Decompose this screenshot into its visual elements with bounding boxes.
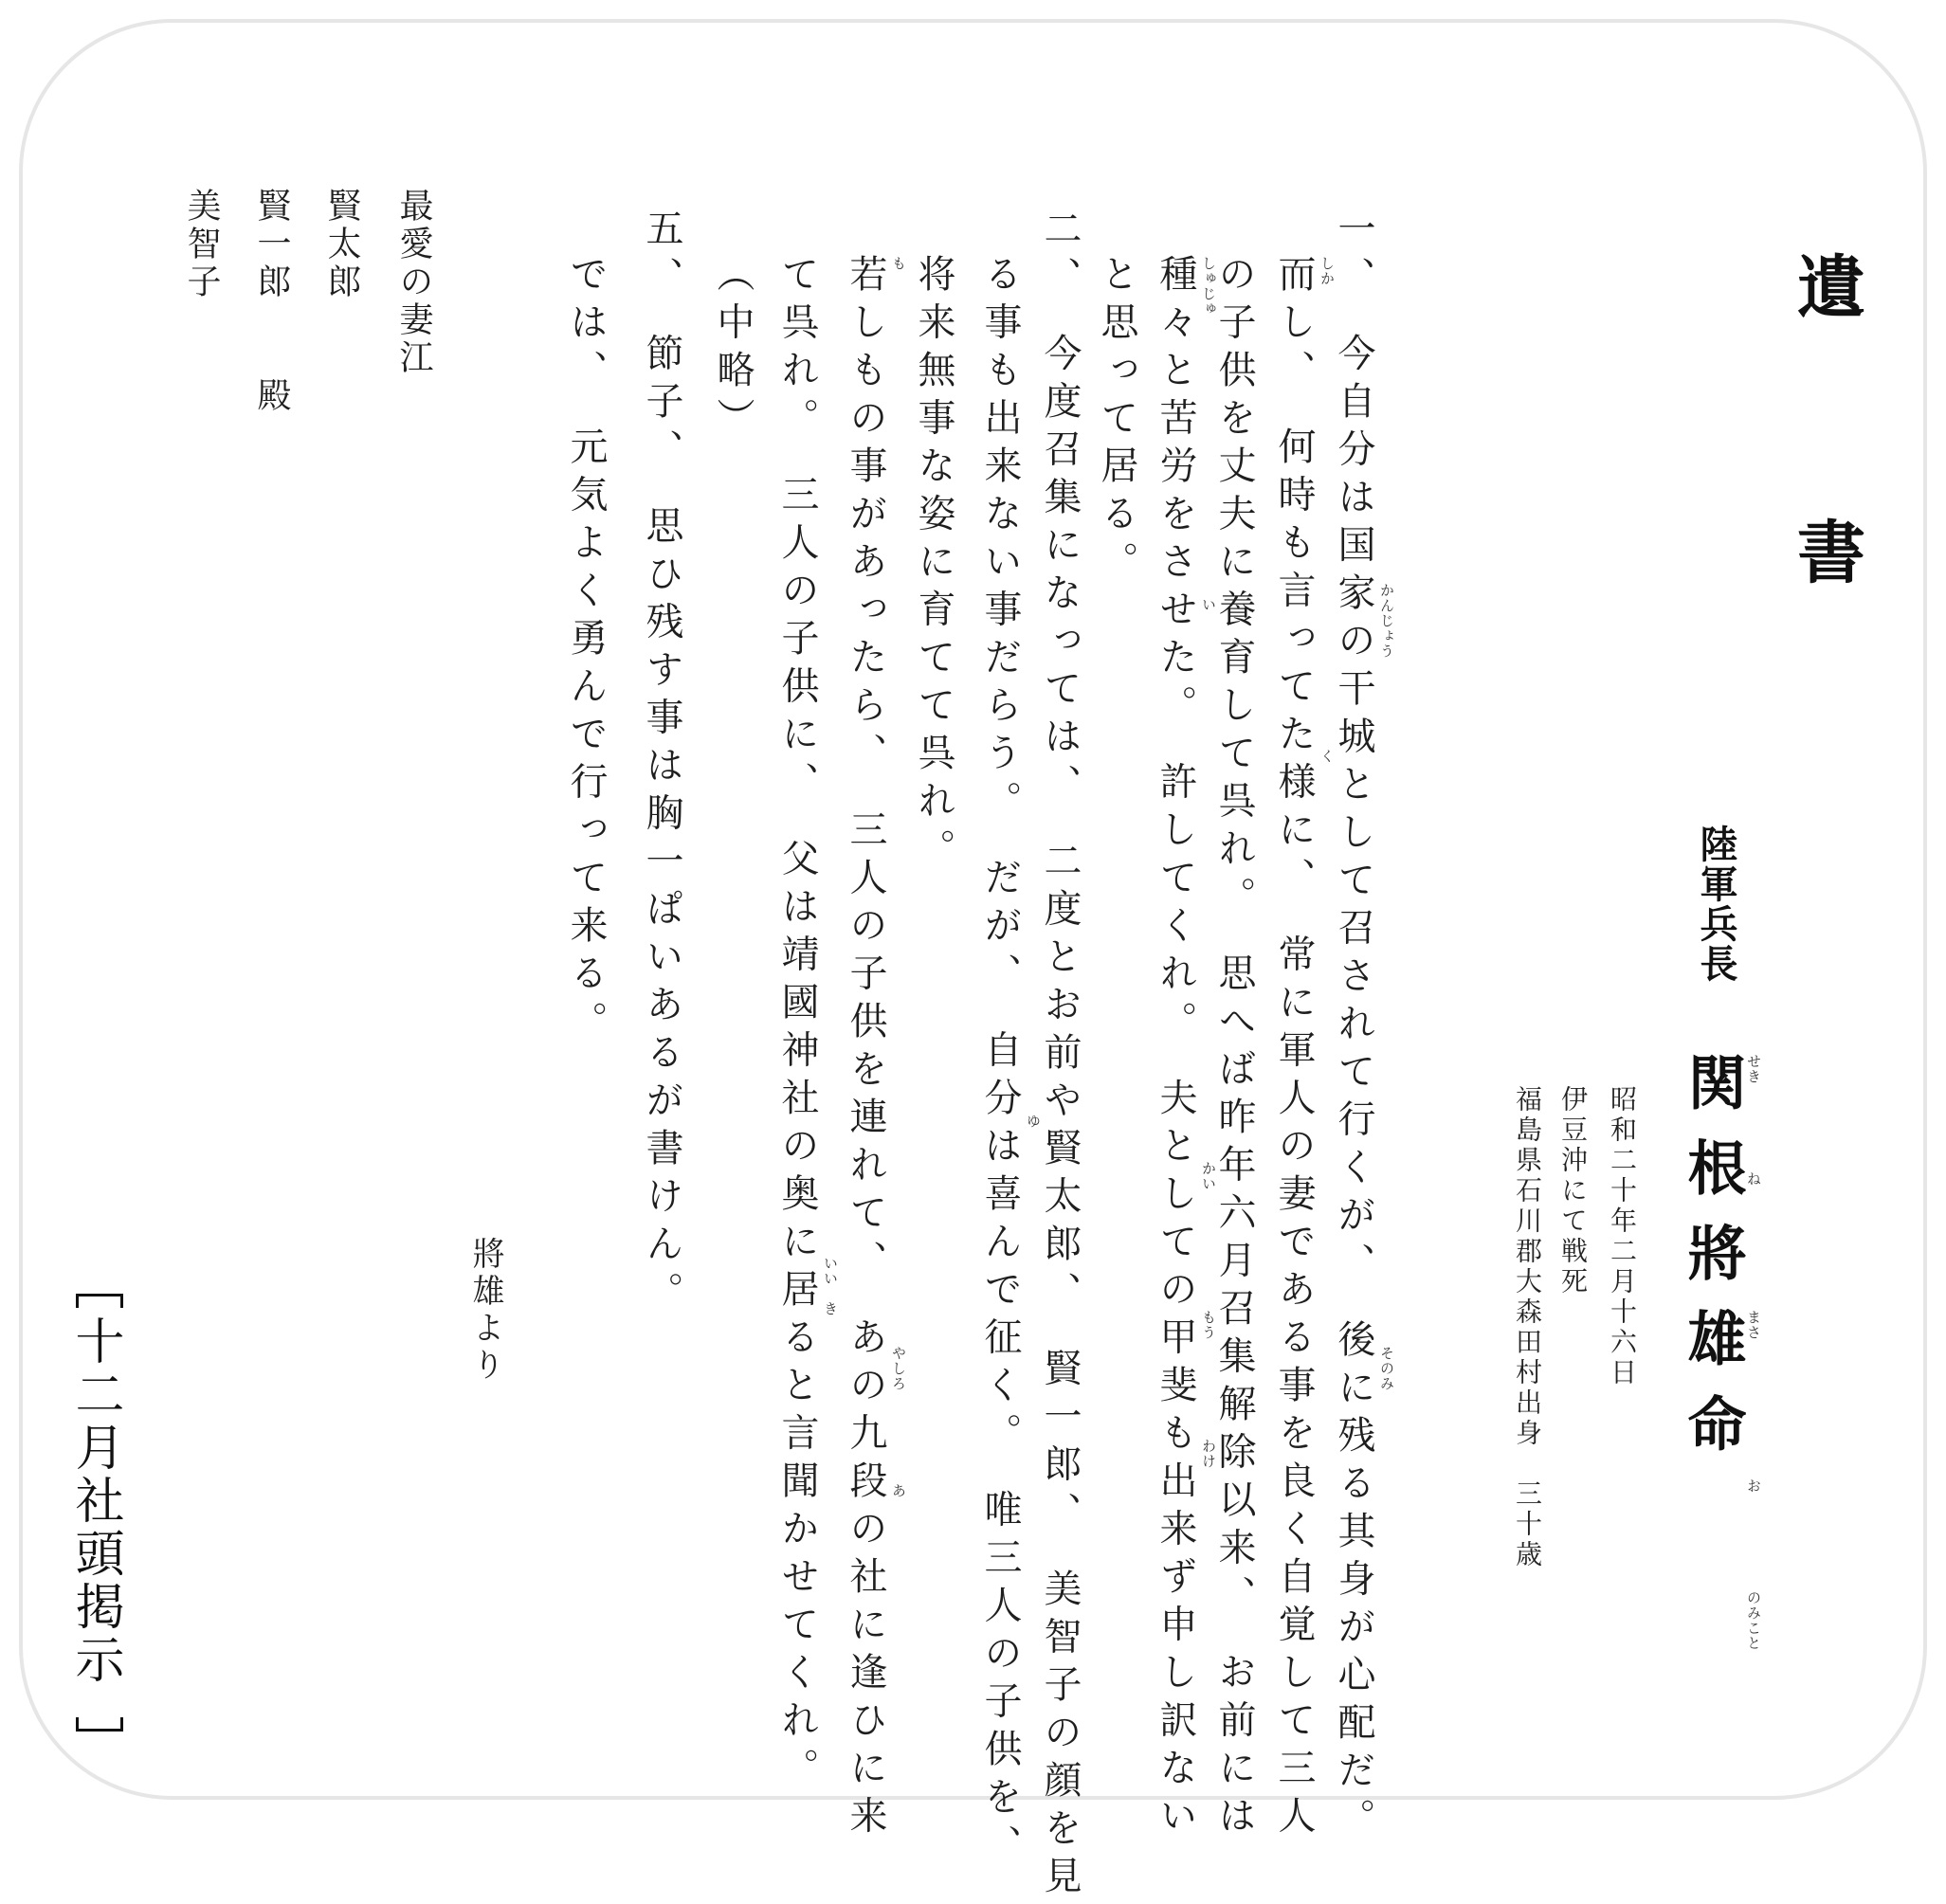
ruby-a: あ — [890, 1483, 907, 1498]
letter-line-6: 二、 今度召集になっては、 二度とお前や賢太郎、 賢一郎、 美智子の顔を見 — [1038, 209, 1082, 1904]
ruby-mou: もう — [1200, 1310, 1217, 1340]
letter-line-1: 一、 今自分は国家の干城として召されて行くが、 後に残る其身が心配だ。 — [1332, 209, 1375, 1846]
letter-line-8: 将来無事な姿に育てて呉れ。 — [912, 254, 955, 877]
title-char-2: 書 — [1786, 517, 1866, 585]
letter-line-7: る事も出来ない事だらう。 だが、 自分は喜んで征く。 唯三人の子供を、 — [978, 254, 1022, 1873]
ruby-shujuu: しゅじゅ — [1200, 256, 1217, 317]
footer-label: 十二月社頭掲示 — [66, 1315, 123, 1687]
letter-line-12: 五、 節子、 思ひ残す事は胸一ぱいあるが書けん。 — [640, 209, 683, 1319]
ruby-mikoto: のみこと — [1745, 1590, 1762, 1651]
addressee-wife: 最愛の妻江 — [394, 188, 433, 377]
ruby-shika: しか — [1319, 256, 1336, 286]
ruby-wake: わけ — [1200, 1439, 1217, 1469]
ruby-sonomi: そのみ — [1378, 1346, 1395, 1391]
ruby-ne: ね — [1745, 1171, 1762, 1187]
ruby-kai: かい — [1200, 1161, 1217, 1191]
addressee-michiko: 美智子 — [182, 188, 221, 301]
letter-line-9: 若しもの事があったら、 三人の子供を連れて、 あの九段の社に逢ひに来 — [844, 254, 887, 1843]
signature: 將雄より — [466, 1237, 504, 1385]
military-rank: 陸軍兵長 — [1694, 825, 1738, 984]
ruby-masa: まさ — [1745, 1310, 1762, 1340]
ruby-ku: く — [1319, 749, 1336, 764]
label-bracket-bottom — [76, 1717, 123, 1732]
letter-line-3: の子供を丈夫に養育して呉れ。 思へば昨年六月召集解除以来、 お前には — [1212, 254, 1256, 1843]
letter-line-5: と思って居る。 — [1095, 254, 1138, 589]
ruby-kanjou: かんじょう — [1378, 583, 1395, 659]
letter-line-2: 而し、 何時も言ってた様に、 常に軍人の妻である事を良く自覚して三人 — [1272, 254, 1316, 1843]
letter-line-10: て呉れ。 三人の子供に、 父は靖國神社の奥に居ると言聞かせてくれ。 — [775, 254, 819, 1796]
ruby-seki: せき — [1745, 1054, 1762, 1084]
deceased-name: 関根將雄命 — [1678, 1052, 1747, 1478]
addressee-kentaro: 賢太郎 — [322, 188, 361, 301]
letter-line-13: では、 元気よく勇んで行って来る。 — [564, 254, 608, 1049]
addressee-kenichiro: 賢一郎 殿 — [252, 188, 291, 415]
death-place: 伊豆沖にて戦死 — [1557, 1085, 1589, 1297]
ruby-yashiro: やしろ — [890, 1346, 907, 1391]
ruby-i: い — [1200, 597, 1217, 612]
ruby-mo: も — [890, 256, 907, 271]
ruby-yu: ゆ — [1025, 1114, 1042, 1129]
title-char-1: 遺 — [1786, 251, 1866, 319]
label-bracket-top — [76, 1294, 123, 1308]
death-date: 昭和二十年二月十六日 — [1607, 1085, 1638, 1388]
ruby-iiki: いい き — [822, 1256, 839, 1316]
origin: 福島県石川郡大森田村出身 三十歳 — [1512, 1085, 1543, 1570]
letter-line-4: 種々と苦労をさせた。 許してくれ。 夫としての甲斐も出来ず申し訳ない — [1154, 254, 1197, 1843]
letter-line-11: （中略） — [711, 254, 755, 445]
ruby-o: お — [1745, 1478, 1762, 1494]
